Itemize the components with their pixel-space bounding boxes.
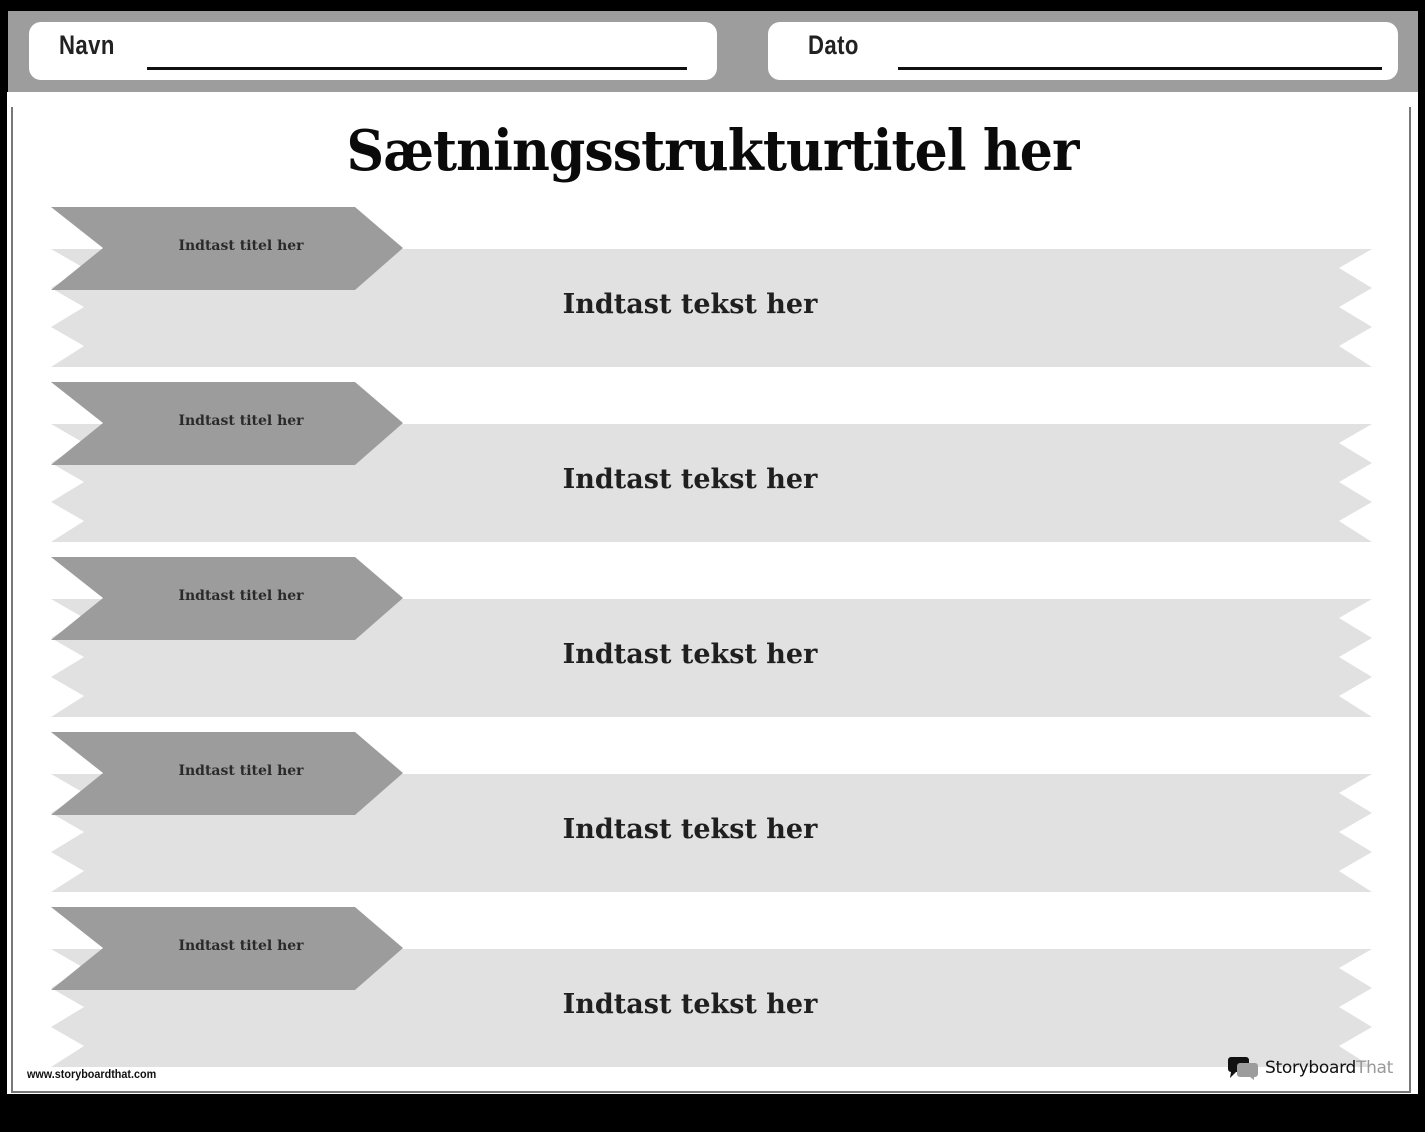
row-title[interactable]: Indtast titel her: [178, 588, 304, 604]
sentence-row-3: [0, 557, 1425, 717]
speech-bubbles-icon: [1227, 1055, 1259, 1081]
row-text[interactable]: Indtast tekst her: [562, 464, 818, 495]
row-text[interactable]: Indtast tekst her: [562, 989, 818, 1020]
row-shapes: [0, 557, 1425, 717]
row-shapes: [0, 207, 1425, 367]
row-title[interactable]: Indtast titel her: [178, 413, 304, 429]
name-input-line[interactable]: [147, 67, 687, 70]
row-text[interactable]: Indtast tekst her: [562, 289, 818, 320]
sentence-row-1: [0, 207, 1425, 367]
sentence-row-5: [0, 907, 1425, 1067]
name-field-box: [29, 22, 717, 80]
row-title[interactable]: Indtast titel her: [178, 763, 304, 779]
date-input-line[interactable]: [898, 67, 1382, 70]
storyboardthat-logo: [1227, 1055, 1393, 1081]
sentence-row-2: [0, 382, 1425, 542]
row-title[interactable]: Indtast titel her: [178, 238, 304, 254]
date-label: Dato: [808, 30, 859, 60]
row-title[interactable]: Indtast titel her: [178, 938, 304, 954]
row-shapes: [0, 732, 1425, 892]
worksheet-title[interactable]: Sætningsstrukturtitel her: [346, 118, 1079, 184]
row-text[interactable]: Indtast tekst her: [562, 814, 818, 845]
footer-url: www.storyboardthat.com: [27, 1067, 157, 1081]
row-text[interactable]: Indtast tekst her: [562, 639, 818, 670]
sentence-row-4: [0, 732, 1425, 892]
date-field-box: [768, 22, 1398, 80]
name-label: Navn: [59, 30, 115, 60]
row-shapes: [0, 382, 1425, 542]
brand-name: [1265, 1058, 1393, 1078]
brand-secondary: That: [1356, 1058, 1394, 1078]
brand-primary: Storyboard: [1265, 1058, 1356, 1078]
row-shapes: [0, 907, 1425, 1067]
